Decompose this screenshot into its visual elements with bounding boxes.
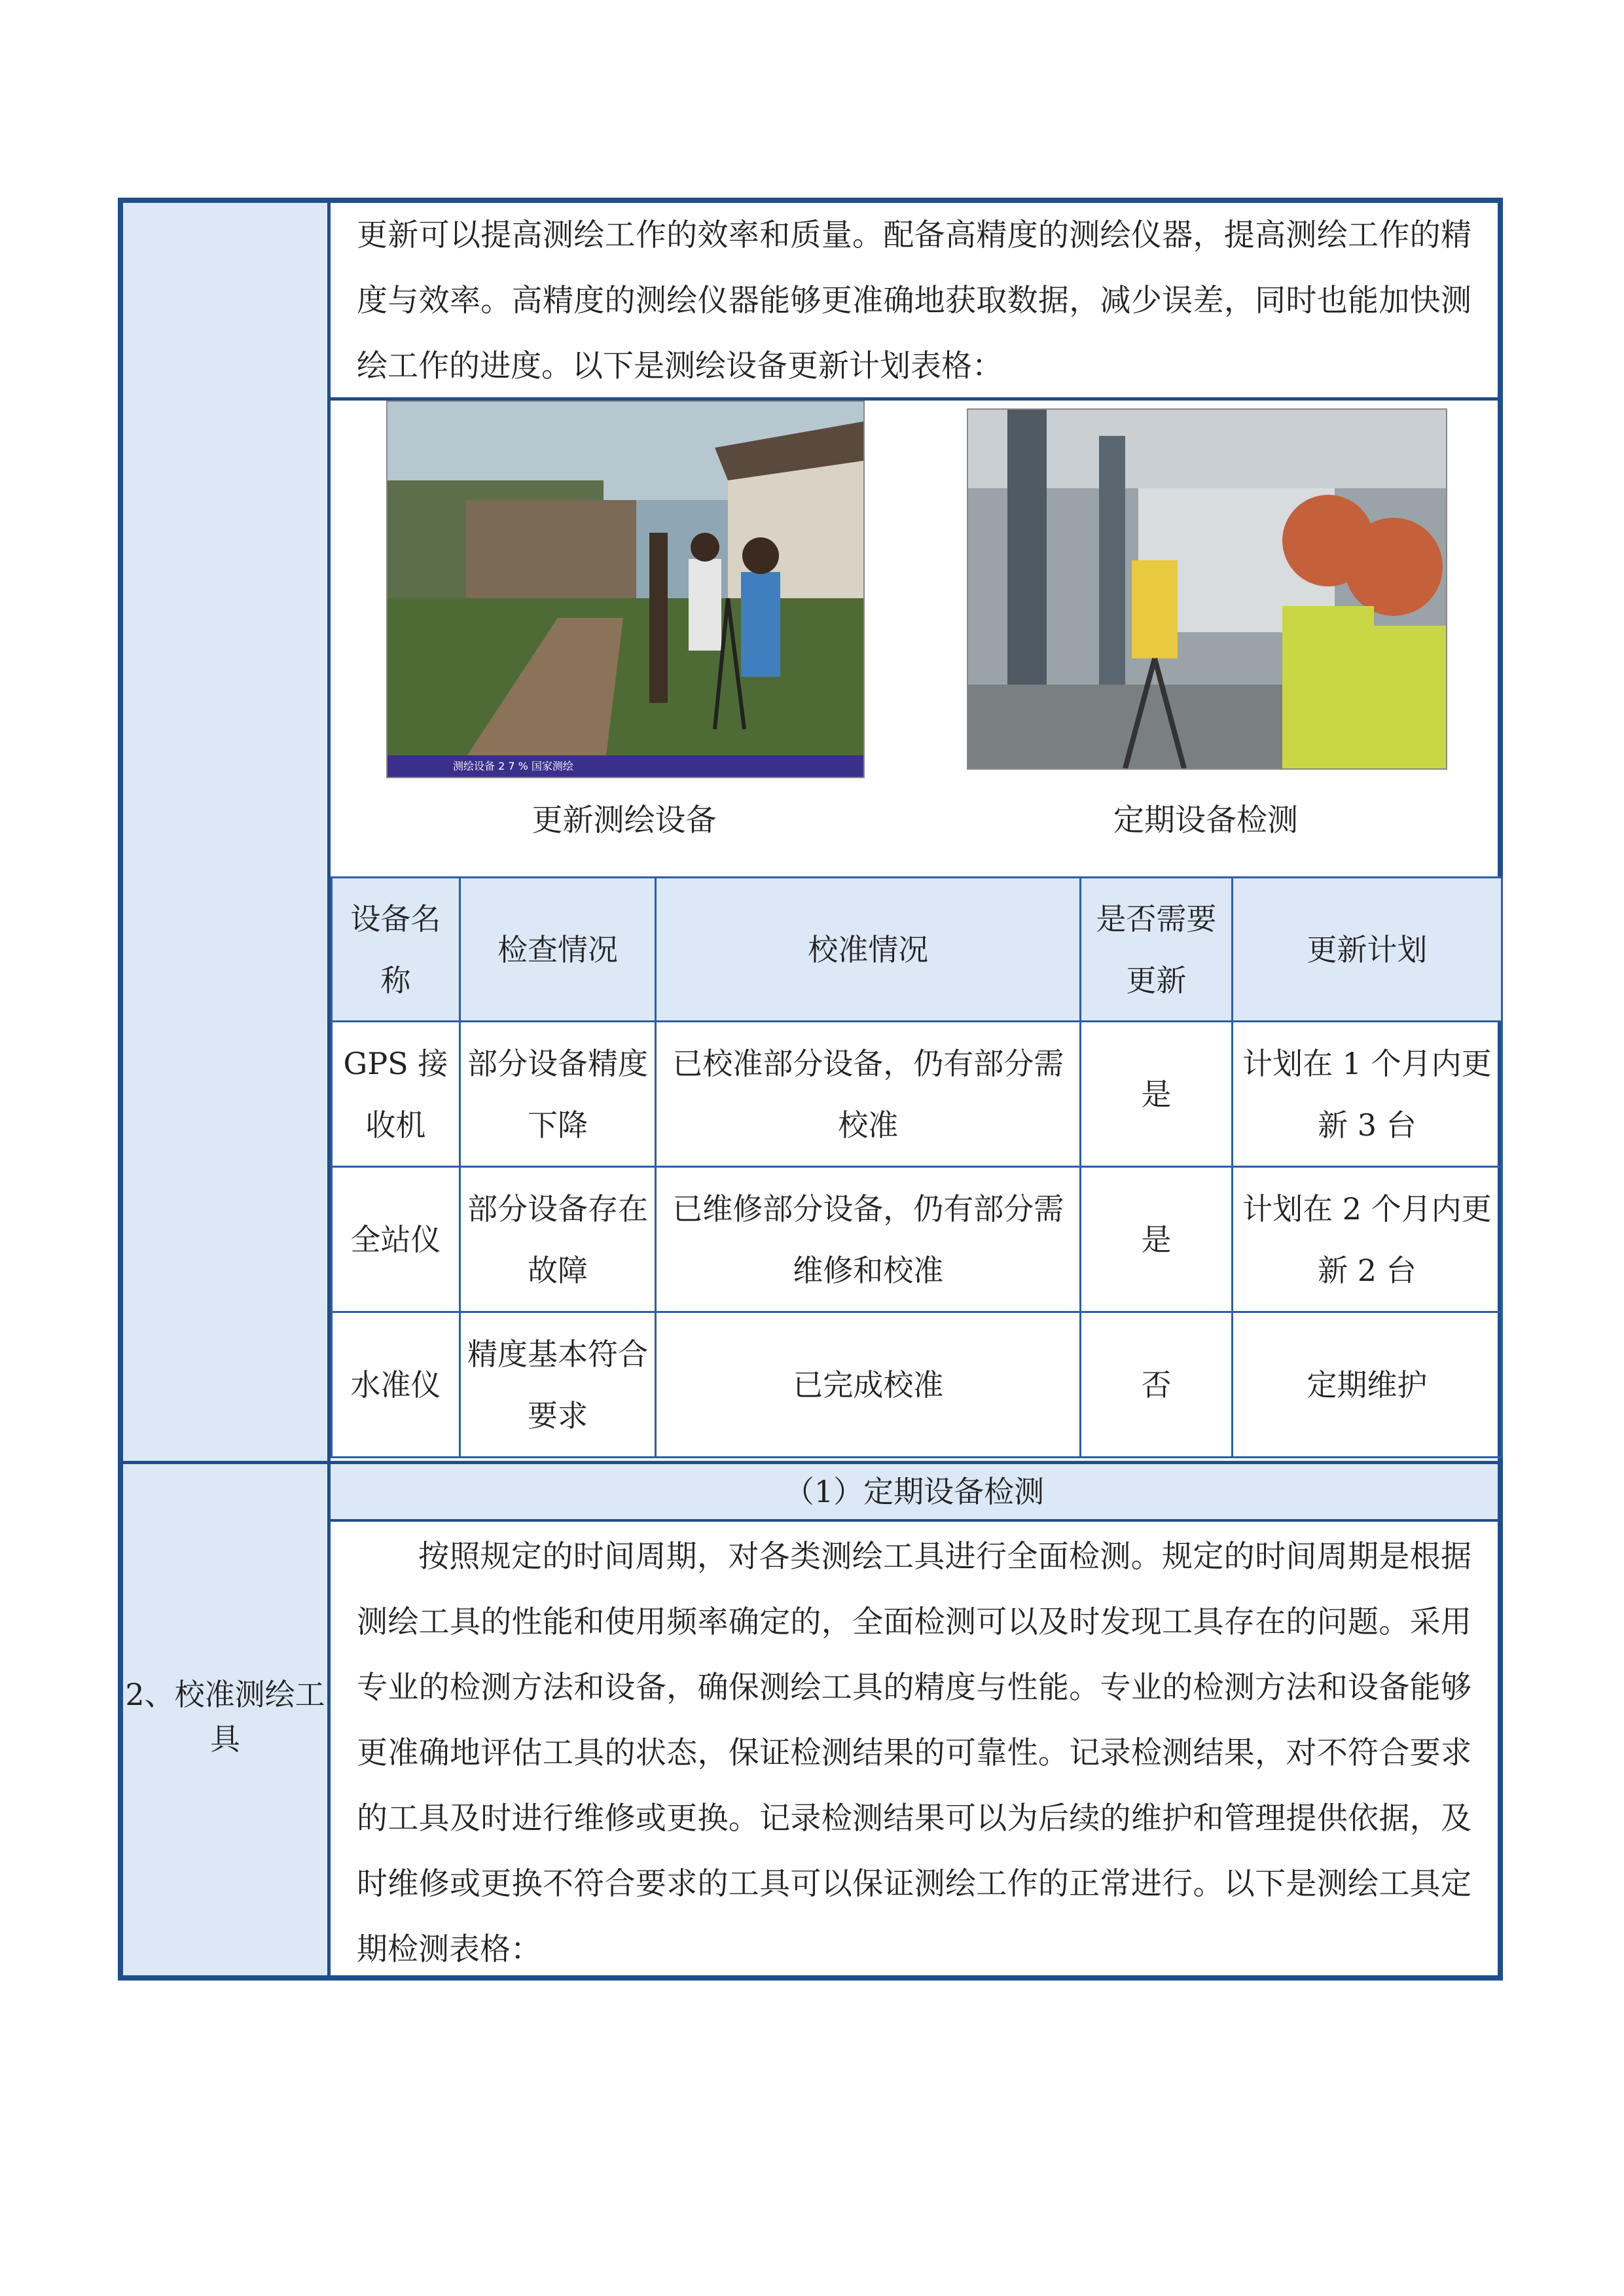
photo-caption: 定期设备检测 bbox=[1113, 802, 1298, 838]
right-column bbox=[331, 203, 1498, 1975]
table-cell: 已维修部分设备，仍有部分需维修和校准 bbox=[656, 1167, 1081, 1312]
table-row bbox=[332, 1312, 1502, 1458]
row-divider bbox=[123, 1461, 327, 1464]
table-cell: 全站仪 bbox=[332, 1167, 460, 1312]
photo-field-survey bbox=[386, 401, 865, 778]
table-header-row bbox=[332, 878, 1502, 1022]
survey-scene-image bbox=[388, 402, 863, 777]
table-cell: GPS 接收机 bbox=[332, 1022, 460, 1167]
header-cell: 设备名称 bbox=[332, 878, 460, 1022]
inspection-scene-image bbox=[968, 410, 1446, 768]
header-cell: 校准情况 bbox=[656, 878, 1081, 1022]
table-cell: 是 bbox=[1081, 1022, 1233, 1167]
table-cell: 部分设备存在故障 bbox=[460, 1167, 655, 1312]
section-label: 2、校准测绘工具 bbox=[125, 1677, 325, 1757]
header-cell: 更新计划 bbox=[1232, 878, 1502, 1022]
table-cell: 是 bbox=[1081, 1167, 1233, 1312]
table-cell: 计划在 1 个月内更新 3 台 bbox=[1232, 1022, 1502, 1167]
image-watermark: 测绘设备 2 7 % 国家测绘 bbox=[453, 760, 573, 772]
table-cell: 否 bbox=[1081, 1312, 1233, 1458]
content-table bbox=[118, 198, 1503, 1981]
table-cell: 已完成校准 bbox=[656, 1312, 1081, 1458]
section-subheading: （1）定期设备检测 bbox=[331, 1464, 1498, 1522]
table-cell: 水准仪 bbox=[332, 1312, 460, 1458]
table-row bbox=[332, 1022, 1502, 1167]
table-cell: 定期维护 bbox=[1232, 1312, 1502, 1458]
photo-equipment-inspection bbox=[967, 408, 1447, 770]
intro-paragraph: 更新可以提高测绘工作的效率和质量。配备高精度的测绘仪器，提高测绘工作的精度与效率。高精度的测绘仪器能够更准确地获取数据，减少误差，同时也能加快测绘工作的进度。以下是测绘设备更新计划表格： bbox=[357, 217, 1471, 384]
table-cell: 计划在 2 个月内更新 2 台 bbox=[1232, 1167, 1502, 1312]
table-cell: 已校准部分设备，仍有部分需校准 bbox=[656, 1022, 1081, 1167]
equipment-update-table bbox=[331, 876, 1503, 1458]
left-column bbox=[123, 203, 331, 1975]
section-body-paragraph: 按照规定的时间周期，对各类测绘工具进行全面检测。规定的时间周期是根据测绘工具的性能和使用频率确定的，全面检测可以及时发现工具存在的问题。采用专业的检测方法和设备，确保测绘工具的精度与性能。专业的检测方法和设备能够更准确地评估工具的状态，保证检测结果的可靠性。记录检测结果，对不符合要求的工具及时进行维修或更换。记录检测结果可以为后续的维护和管理提供依据，及时维修或更换不符合要求的工具可以保证测绘工作的正常进行。以下是测绘工具定期检测表格： bbox=[357, 1539, 1471, 1967]
table-cell: 部分设备精度下降 bbox=[460, 1022, 655, 1167]
header-cell: 检查情况 bbox=[460, 878, 655, 1022]
photo-caption: 更新测绘设备 bbox=[532, 802, 717, 838]
table-cell: 精度基本符合要求 bbox=[460, 1312, 655, 1458]
table-row bbox=[332, 1167, 1502, 1312]
header-cell: 是否需要更新 bbox=[1081, 878, 1233, 1022]
